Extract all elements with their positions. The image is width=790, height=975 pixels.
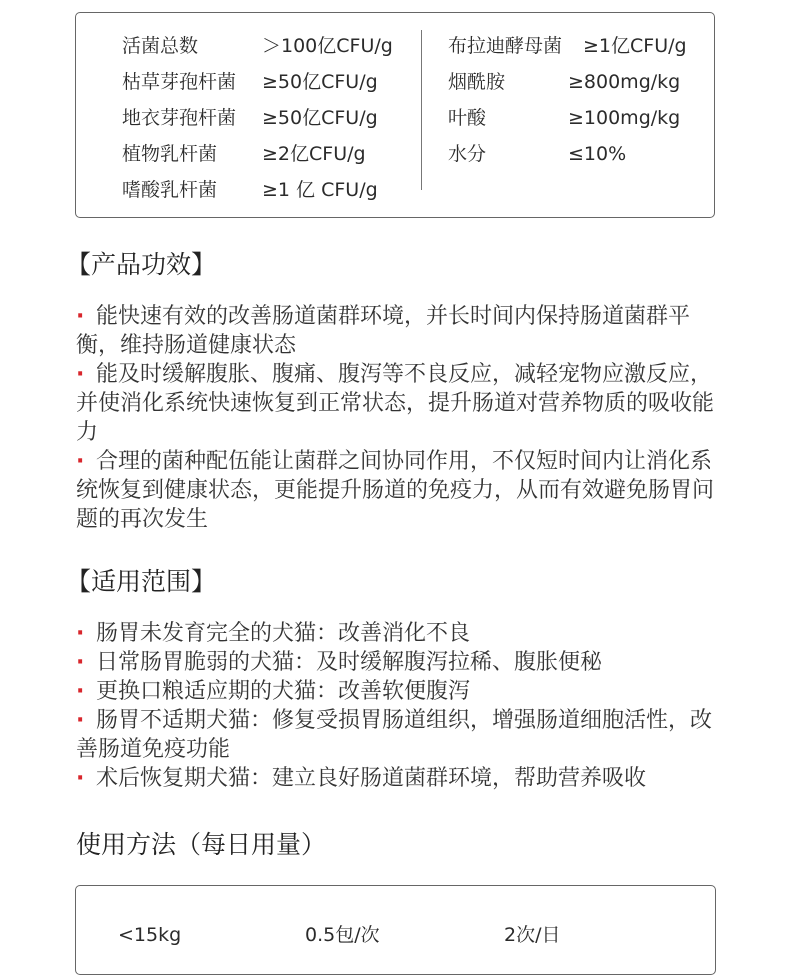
spec-value: ≤10%: [568, 143, 627, 165]
spec-name: 活菌总数: [122, 35, 199, 57]
spec-value: ≥2亿CFU/g: [262, 143, 366, 165]
spec-name: 水分: [448, 143, 487, 165]
specification-box: [75, 12, 715, 218]
spec-value: ≥50亿CFU/g: [262, 71, 378, 93]
efficacy-item-text: 能快速有效的改善肠道菌群环境，并长时间内保持肠道菌群平衡，维持肠道健康状态: [76, 304, 691, 358]
scope-item-text: 肠胃未发育完全的犬猫：改善消化不良: [96, 621, 471, 646]
bullet-dot-icon: ·: [76, 708, 85, 733]
efficacy-title: 【产品功效】: [66, 250, 217, 279]
spec-name: 烟酰胺: [448, 71, 506, 93]
scope-item: [76, 706, 718, 764]
spec-value: ≥800mg/kg: [568, 71, 681, 93]
efficacy-item: [76, 302, 718, 360]
efficacy-item-text: 合理的菌种配伍能让菌群之间协同作用，不仅短时间内让消化系统恢复到健康状态，更能提升肠道的免疫力，从而有效避免肠胃问题的再次发生: [76, 449, 715, 532]
spec-value: ＞100亿CFU/g: [262, 35, 393, 57]
scope-item-text: 日常肠胃脆弱的犬猫：及时缓解腹泻拉稀、腹胀便秘: [96, 650, 603, 675]
scope-item: [76, 619, 718, 648]
spec-name: 布拉迪酵母菌: [448, 35, 563, 57]
usage-table: [75, 885, 716, 975]
bullet-dot-icon: ·: [76, 679, 85, 704]
bullet-dot-icon: ·: [76, 621, 85, 646]
scope-item-text: 术后恢复期犬猫：建立良好肠道菌群环境，帮助营养吸收: [96, 766, 647, 791]
scope-item: [76, 648, 718, 677]
usage-title: 使用方法（每日用量）: [76, 830, 327, 859]
spec-name: 地衣芽孢杆菌: [122, 107, 237, 129]
scope-title: 【适用范围】: [66, 567, 217, 596]
spec-value: ≥50亿CFU/g: [262, 107, 378, 129]
bullet-dot-icon: ·: [76, 304, 85, 329]
usage-dose: 0.5包/次: [305, 924, 380, 946]
scope-list: [76, 619, 718, 793]
spec-value: ≥100mg/kg: [568, 107, 681, 129]
bullet-dot-icon: ·: [76, 449, 85, 474]
spec-name: 植物乳杆菌: [122, 143, 218, 165]
bullet-dot-icon: ·: [76, 650, 85, 675]
scope-item: [76, 677, 718, 706]
bullet-dot-icon: ·: [76, 766, 85, 791]
spec-name: 嗜酸乳杆菌: [122, 179, 218, 201]
efficacy-item: [76, 447, 718, 534]
bullet-dot-icon: ·: [76, 362, 85, 387]
efficacy-item-text: 能及时缓解腹胀、腹痛、腹泻等不良反应，减轻宠物应激反应，并使消化系统快速恢复到正常状态，提升肠道对营养物质的吸收能力: [76, 362, 715, 445]
usage-frequency: 2次/日: [504, 924, 561, 946]
efficacy-item: [76, 360, 718, 447]
scope-item-text: 更换口粮适应期的犬猫：改善软便腹泻: [96, 679, 471, 704]
scope-item-text: 肠胃不适期犬猫：修复受损胃肠道组织，增强肠道细胞活性，改善肠道免疫功能: [76, 708, 713, 762]
efficacy-list: [76, 302, 718, 534]
spec-value: ≥1亿CFU/g: [583, 35, 687, 57]
scope-item: [76, 764, 718, 793]
spec-value: ≥1 亿 CFU/g: [262, 179, 378, 201]
spec-name: 叶酸: [448, 107, 487, 129]
usage-weight: <15kg: [118, 924, 182, 946]
spec-name: 枯草芽孢杆菌: [122, 71, 237, 93]
spec-column-divider: [421, 30, 422, 190]
